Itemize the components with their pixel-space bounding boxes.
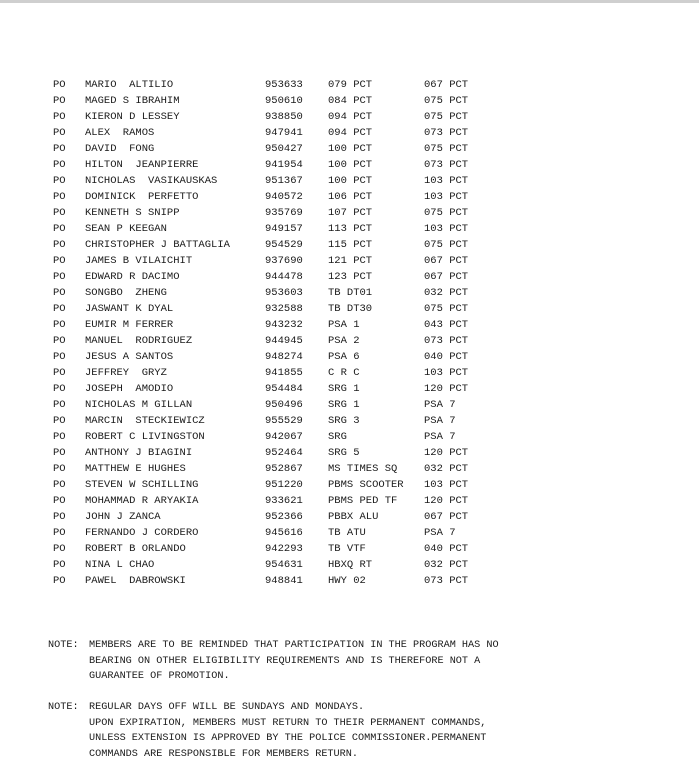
table-row <box>0 557 699 573</box>
rank-cell: PO <box>53 287 66 299</box>
table-row <box>0 301 699 317</box>
rank-cell: PO <box>53 79 66 91</box>
tax-id-cell: 944478 <box>265 271 303 283</box>
rank-cell: PO <box>53 95 66 107</box>
rank-cell: PO <box>53 527 66 539</box>
permanent-command-cell: 103 PCT <box>424 175 469 187</box>
table-row <box>0 365 699 381</box>
tax-id-cell: 955529 <box>265 415 303 427</box>
note-line: COMMANDS ARE RESPONSIBLE FOR MEMBERS RETURN. <box>89 748 358 760</box>
tax-id-cell: 954484 <box>265 383 303 395</box>
note-line: UPON EXPIRATION, MEMBERS MUST RETURN TO THEIR PERMANENT COMMANDS, <box>89 717 487 729</box>
member-name-cell: MARIO ALTILIO <box>85 79 174 91</box>
permanent-command-cell: 075 PCT <box>424 207 469 219</box>
table-row <box>0 429 699 445</box>
member-name-cell: SONGBO ZHENG <box>85 287 167 299</box>
member-name-cell: JOSEPH AMODIO <box>85 383 174 395</box>
table-row <box>0 157 699 173</box>
note-line: MEMBERS ARE TO BE REMINDED THAT PARTICIPATION IN THE PROGRAM HAS NO <box>89 640 499 651</box>
permanent-command-cell: 103 PCT <box>424 223 469 235</box>
rank-cell: PO <box>53 575 66 587</box>
note-label: NOTE: <box>48 640 79 651</box>
tax-id-cell: 942293 <box>265 543 303 555</box>
assigned-command-cell: SRG <box>328 431 347 443</box>
tax-id-cell: 948841 <box>265 575 303 587</box>
rank-cell: PO <box>53 303 66 315</box>
member-name-cell: MOHAMMAD R ARYAKIA <box>85 495 199 507</box>
member-name-cell: ROBERT B ORLANDO <box>85 543 186 555</box>
member-name-cell: JASWANT K DYAL <box>85 303 174 315</box>
tax-id-cell: 951367 <box>265 175 303 187</box>
table-row <box>0 413 699 429</box>
assigned-command-cell: 094 PCT <box>328 111 373 123</box>
member-name-cell: FERNANDO J CORDERO <box>85 527 199 539</box>
rank-cell: PO <box>53 415 66 427</box>
note-label: NOTE: <box>48 702 79 713</box>
assigned-command-cell: 100 PCT <box>328 159 373 171</box>
member-name-cell: MARCIN STECKIEWICZ <box>85 415 205 427</box>
rank-cell: PO <box>53 175 66 187</box>
table-row <box>0 317 699 333</box>
rank-cell: PO <box>53 271 66 283</box>
table-row <box>0 493 699 509</box>
assigned-command-cell: 121 PCT <box>328 255 373 267</box>
member-name-cell: NICHOLAS VASIKAUSKAS <box>85 175 218 187</box>
permanent-command-cell: 073 PCT <box>424 575 469 587</box>
rank-cell: PO <box>53 367 66 379</box>
table-row <box>0 189 699 205</box>
tax-id-cell: 953603 <box>265 287 303 299</box>
tax-id-cell: 951220 <box>265 479 303 491</box>
rank-cell: PO <box>53 479 66 491</box>
member-name-cell: DAVID FONG <box>85 143 155 155</box>
rank-cell: PO <box>53 447 66 459</box>
tax-id-cell: 954529 <box>265 239 303 251</box>
assigned-command-cell: HWY 02 <box>328 575 366 587</box>
rank-cell: PO <box>53 383 66 395</box>
tax-id-cell: 952867 <box>265 463 303 475</box>
assigned-command-cell: 106 PCT <box>328 191 373 203</box>
table-row <box>0 525 699 541</box>
table-row <box>0 93 699 109</box>
tax-id-cell: 947941 <box>265 127 303 139</box>
permanent-command-cell: 103 PCT <box>424 191 469 203</box>
assigned-command-cell: MS TIMES SQ <box>328 463 398 475</box>
rank-cell: PO <box>53 463 66 475</box>
table-row <box>0 573 699 589</box>
table-row <box>0 541 699 557</box>
tax-id-cell: 940572 <box>265 191 303 203</box>
permanent-command-cell: 067 PCT <box>424 271 469 283</box>
rank-cell: PO <box>53 159 66 171</box>
permanent-command-cell: 073 PCT <box>424 335 469 347</box>
permanent-command-cell: 120 PCT <box>424 495 469 507</box>
tax-id-cell: 950427 <box>265 143 303 155</box>
tax-id-cell: 935769 <box>265 207 303 219</box>
table-row <box>0 125 699 141</box>
table-row <box>0 333 699 349</box>
permanent-command-cell: 120 PCT <box>424 383 469 395</box>
rank-cell: PO <box>53 319 66 331</box>
member-name-cell: DOMINICK PERFETTO <box>85 191 199 203</box>
rank-cell: PO <box>53 399 66 411</box>
rank-cell: PO <box>53 495 66 507</box>
permanent-command-cell: 032 PCT <box>424 463 469 475</box>
tax-id-cell: 942067 <box>265 431 303 443</box>
table-row <box>0 109 699 125</box>
assigned-command-cell: PSA 2 <box>328 335 360 347</box>
member-name-cell: ANTHONY J BIAGINI <box>85 447 193 459</box>
table-row <box>0 445 699 461</box>
table-row <box>0 477 699 493</box>
member-name-cell: ALEX RAMOS <box>85 127 155 139</box>
assigned-command-cell: C R C <box>328 367 360 379</box>
permanent-command-cell: PSA 7 <box>424 527 456 539</box>
member-name-cell: JOHN J ZANCA <box>85 511 161 523</box>
note-participation <box>48 638 668 685</box>
tax-id-cell: 952464 <box>265 447 303 459</box>
member-name-cell: KIERON D LESSEY <box>85 111 180 123</box>
tax-id-cell: 949157 <box>265 223 303 235</box>
rank-cell: PO <box>53 143 66 155</box>
rank-cell: PO <box>53 511 66 523</box>
permanent-command-cell: PSA 7 <box>424 431 456 443</box>
rank-cell: PO <box>53 127 66 139</box>
assigned-command-cell: 107 PCT <box>328 207 373 219</box>
tax-id-cell: 941855 <box>265 367 303 379</box>
member-name-cell: CHRISTOPHER J BATTAGLIA <box>85 239 230 251</box>
assigned-command-cell: TB DT01 <box>328 287 373 299</box>
tax-id-cell: 945616 <box>265 527 303 539</box>
member-name-cell: JESUS A SANTOS <box>85 351 174 363</box>
member-name-cell: EUMIR M FERRER <box>85 319 174 331</box>
tax-id-cell: 933621 <box>265 495 303 507</box>
assigned-command-cell: PBMS PED TF <box>328 495 398 507</box>
assigned-command-cell: 084 PCT <box>328 95 373 107</box>
tax-id-cell: 938850 <box>265 111 303 123</box>
table-row <box>0 253 699 269</box>
table-row <box>0 461 699 477</box>
assigned-command-cell: 094 PCT <box>328 127 373 139</box>
assigned-command-cell: 123 PCT <box>328 271 373 283</box>
tax-id-cell: 937690 <box>265 255 303 267</box>
member-name-cell: ROBERT C LIVINGSTON <box>85 431 205 443</box>
permanent-command-cell: 067 PCT <box>424 511 469 523</box>
member-name-cell: JAMES B VILAICHIT <box>85 255 193 267</box>
permanent-command-cell: 032 PCT <box>424 559 469 571</box>
assigned-command-cell: TB ATU <box>328 527 366 539</box>
permanent-command-cell: 067 PCT <box>424 79 469 91</box>
assigned-command-cell: HBXQ RT <box>328 559 373 571</box>
tax-id-cell: 941954 <box>265 159 303 171</box>
member-name-cell: EDWARD R DACIMO <box>85 271 180 283</box>
member-name-cell: MATTHEW E HUGHES <box>85 463 186 475</box>
permanent-command-cell: 103 PCT <box>424 367 469 379</box>
assigned-command-cell: PBBX ALU <box>328 511 379 523</box>
rank-cell: PO <box>53 431 66 443</box>
rank-cell: PO <box>53 191 66 203</box>
member-name-cell: PAWEL DABROWSKI <box>85 575 186 587</box>
assigned-command-cell: SRG 1 <box>328 399 360 411</box>
tax-id-cell: 953633 <box>265 79 303 91</box>
tax-id-cell: 948274 <box>265 351 303 363</box>
table-row <box>0 285 699 301</box>
rank-cell: PO <box>53 239 66 251</box>
assigned-command-cell: SRG 3 <box>328 415 360 427</box>
table-row <box>0 205 699 221</box>
rank-cell: PO <box>53 559 66 571</box>
roster-table <box>0 77 699 589</box>
assigned-command-cell: PSA 1 <box>328 319 360 331</box>
tax-id-cell: 954631 <box>265 559 303 571</box>
member-name-cell: SEAN P KEEGAN <box>85 223 167 235</box>
member-name-cell: HILTON JEANPIERRE <box>85 159 199 171</box>
table-row <box>0 397 699 413</box>
permanent-command-cell: 075 PCT <box>424 303 469 315</box>
table-row <box>0 237 699 253</box>
permanent-command-cell: 103 PCT <box>424 479 469 491</box>
note-line: REGULAR DAYS OFF WILL BE SUNDAYS AND MONDAYS. <box>89 702 365 713</box>
assigned-command-cell: 079 PCT <box>328 79 373 91</box>
table-row <box>0 221 699 237</box>
assigned-command-cell: 100 PCT <box>328 143 373 155</box>
tax-id-cell: 932588 <box>265 303 303 315</box>
rank-cell: PO <box>53 207 66 219</box>
table-row <box>0 509 699 525</box>
table-row <box>0 349 699 365</box>
assigned-command-cell: PSA 6 <box>328 351 360 363</box>
assigned-command-cell: TB DT30 <box>328 303 373 315</box>
permanent-command-cell: PSA 7 <box>424 415 456 427</box>
assigned-command-cell: SRG 1 <box>328 383 360 395</box>
member-name-cell: KENNETH S SNIPP <box>85 207 180 219</box>
rank-cell: PO <box>53 111 66 123</box>
member-name-cell: MANUEL RODRIGUEZ <box>85 335 193 347</box>
table-row <box>0 173 699 189</box>
assigned-command-cell: 100 PCT <box>328 175 373 187</box>
permanent-command-cell: 075 PCT <box>424 95 469 107</box>
tax-id-cell: 952366 <box>265 511 303 523</box>
permanent-command-cell: 067 PCT <box>424 255 469 267</box>
permanent-command-cell: 075 PCT <box>424 111 469 123</box>
rank-cell: PO <box>53 335 66 347</box>
note-line: UNLESS EXTENSION IS APPROVED BY THE POLICE COMMISSIONER.PERMANENT <box>89 733 487 745</box>
tax-id-cell: 943232 <box>265 319 303 331</box>
permanent-command-cell: 075 PCT <box>424 239 469 251</box>
rank-cell: PO <box>53 351 66 363</box>
permanent-command-cell: 073 PCT <box>424 127 469 139</box>
table-row <box>0 381 699 397</box>
permanent-command-cell: 073 PCT <box>424 159 469 171</box>
rank-cell: PO <box>53 255 66 267</box>
rank-cell: PO <box>53 223 66 235</box>
note-line: BEARING ON OTHER ELIGIBILITY REQUIREMENTS AND IS THEREFORE NOT A <box>89 655 481 667</box>
rank-cell: PO <box>53 543 66 555</box>
member-name-cell: NICHOLAS M GILLAN <box>85 399 193 411</box>
permanent-command-cell: 040 PCT <box>424 351 469 363</box>
assigned-command-cell: 113 PCT <box>328 223 373 235</box>
assigned-command-cell: SRG 5 <box>328 447 360 459</box>
assigned-command-cell: 115 PCT <box>328 239 373 251</box>
tax-id-cell: 944945 <box>265 335 303 347</box>
note-days-off <box>48 700 668 762</box>
member-name-cell: MAGED S IBRAHIM <box>85 95 180 107</box>
permanent-command-cell: 032 PCT <box>424 287 469 299</box>
table-row <box>0 77 699 93</box>
note-line: GUARANTEE OF PROMOTION. <box>89 671 230 683</box>
member-name-cell: NINA L CHAO <box>85 559 155 571</box>
permanent-command-cell: PSA 7 <box>424 399 456 411</box>
assigned-command-cell: PBMS SCOOTER <box>328 479 404 491</box>
tax-id-cell: 950496 <box>265 399 303 411</box>
member-name-cell: STEVEN W SCHILLING <box>85 479 199 491</box>
assigned-command-cell: TB VTF <box>328 543 366 555</box>
table-row <box>0 141 699 157</box>
member-name-cell: JEFFREY GRYZ <box>85 367 167 379</box>
permanent-command-cell: 120 PCT <box>424 447 469 459</box>
permanent-command-cell: 043 PCT <box>424 319 469 331</box>
permanent-command-cell: 040 PCT <box>424 543 469 555</box>
permanent-command-cell: 075 PCT <box>424 143 469 155</box>
page-top-rule <box>0 0 699 3</box>
tax-id-cell: 950610 <box>265 95 303 107</box>
table-row <box>0 269 699 285</box>
